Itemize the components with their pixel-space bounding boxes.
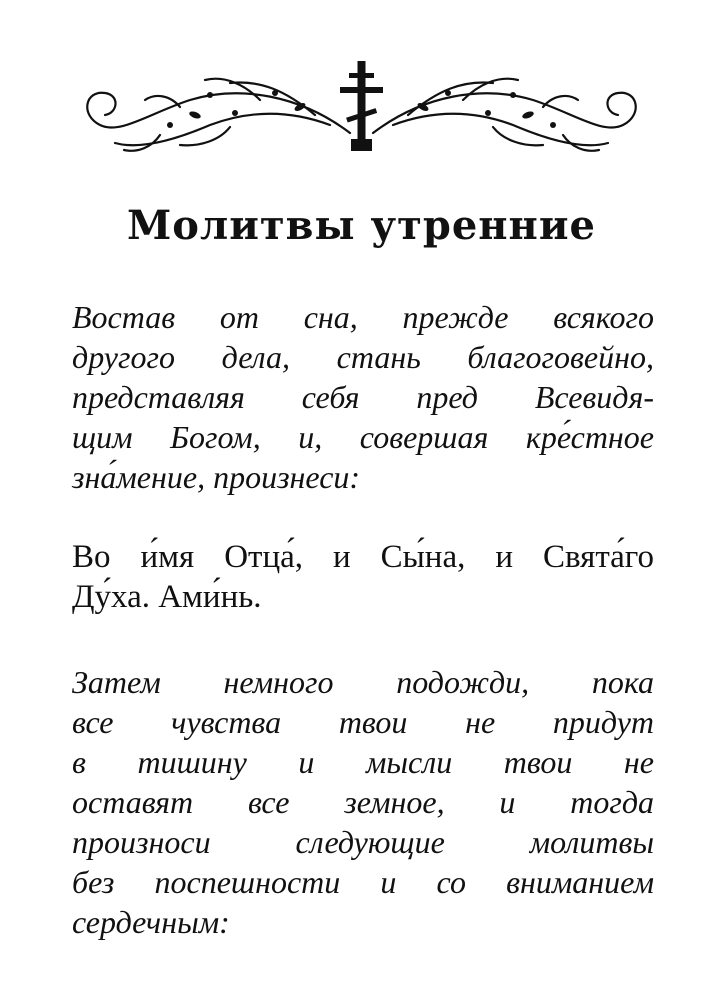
- text-line: другого дела, стань благоговейно,: [72, 339, 654, 375]
- instruction-paragraph: [72, 297, 654, 497]
- text-line: в тишину и мысли твои не: [72, 744, 654, 780]
- text-line: произноси следующие молитвы: [72, 824, 654, 860]
- text-line: без поспешности и со вниманием: [72, 864, 654, 900]
- text-line: Во и́мя Отца́, и Сы́на, и Свята́го: [72, 539, 654, 575]
- page-title: Молитвы утренние: [127, 202, 596, 249]
- text-line: Ду́ха. Ами́нь.: [72, 579, 262, 615]
- instruction-paragraph: [72, 662, 654, 942]
- prayer-paragraph: [72, 537, 654, 617]
- text-line: все чувства твои не придут: [72, 704, 654, 740]
- text-line: представляя себя пред Всевидя-: [72, 379, 654, 415]
- text-line: зна́мение, произнеси:: [72, 459, 361, 495]
- text-line: Затем немного подожди, пока: [72, 664, 654, 700]
- text-line: оставят все земное, и тогда: [72, 784, 654, 820]
- text-line: сердечным:: [72, 904, 230, 940]
- text-line: Востав от сна, прежде всякого: [72, 299, 654, 335]
- text-line: щим Богом, и, совершая кре́стное: [72, 419, 654, 455]
- orthodox-cross-floral-ornament-icon: [60, 55, 663, 165]
